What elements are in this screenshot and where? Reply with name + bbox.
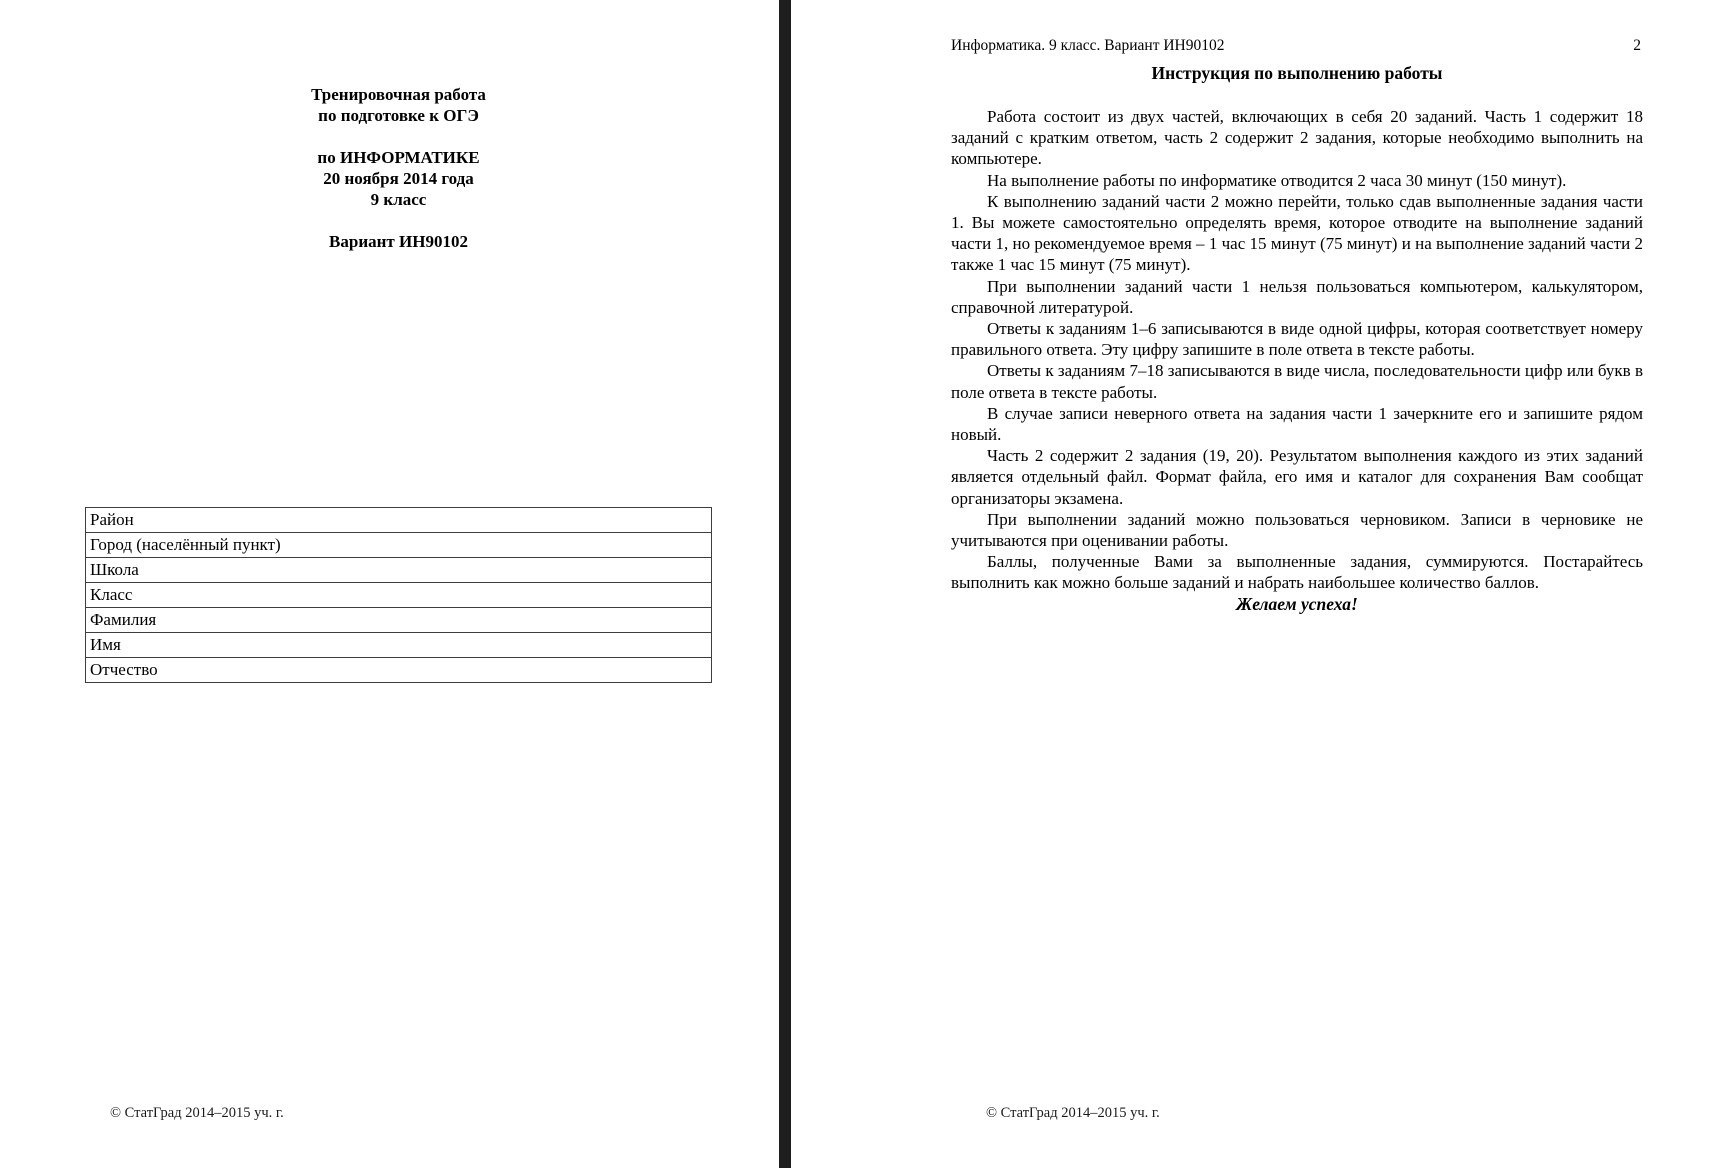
copyright-footer-left: © СтатГрад 2014–2015 уч. г. [110, 1105, 284, 1121]
instructions-heading: Инструкция по выполнению работы [1151, 63, 1443, 83]
instructions-paragraph: К выполнению заданий части 2 можно перейти, только сдав выполненные задания части 1. Вы можете самостоятельно определять время, которое отводите на выполнение заданий части 1, но рекомендуемое время – 1 час 15 минут (75 минут) и на выполнение заданий части 2 также 1 час 15 минут (75 минут). [951, 191, 1643, 275]
registration-row [86, 608, 712, 633]
registration-cell-school: Школа [86, 558, 712, 583]
instructions-paragraph: Баллы, полученные Вами за выполненные задания, суммируются. Постарайтесь выполнить как можно больше заданий и набрать наибольшее количество баллов. [951, 552, 1643, 593]
running-header-text: Информатика. 9 класс. Вариант ИН90102 [951, 37, 1225, 54]
registration-row [86, 533, 712, 558]
page-divider [779, 0, 791, 1168]
cover-subject-line: по ИНФОРМАТИКЕ [317, 148, 480, 167]
cover-variant-line: Вариант ИН90102 [329, 232, 468, 251]
registration-cell-patronymic: Отчество [86, 658, 712, 683]
registration-row [86, 658, 712, 683]
registration-table [85, 507, 712, 683]
registration-cell-surname: Фамилия [86, 608, 712, 633]
cover-title-line: Тренировочная работа [311, 85, 486, 104]
registration-cell-district: Район [86, 508, 712, 533]
instructions-paragraph: На выполнение работы по информатике отводится 2 часа 30 минут (150 минут). [987, 170, 1567, 190]
cover-title-block [85, 84, 712, 252]
instructions-paragraph: При выполнении заданий можно пользоваться черновиком. Записи в черновике не учитываются при оценивании работы. [951, 509, 1643, 551]
registration-row [86, 583, 712, 608]
page-left [0, 0, 779, 1168]
instructions-paragraph: При выполнении заданий части 1 нельзя пользоваться компьютером, калькулятором, справочной литературой. [951, 276, 1643, 317]
cover-grade-line: 9 класс [370, 190, 427, 209]
running-header [951, 36, 1643, 55]
page-number: 2 [1633, 37, 1641, 54]
registration-row [86, 508, 712, 533]
cover-title-line: по подготовке к ОГЭ [318, 106, 479, 125]
instructions-paragraph: Часть 2 содержит 2 задания (19, 20). Результатом выполнения каждого из этих заданий является отдельный файл. Формат файла, его имя и каталог для сохранения Вам сообщат организаторы экзамена. [951, 446, 1643, 508]
registration-cell-name: Имя [86, 633, 712, 658]
cover-date-line: 20 ноября 2014 года [323, 169, 474, 188]
copyright-footer-right: © СтатГрад 2014–2015 уч. г. [986, 1105, 1160, 1121]
registration-row [86, 633, 712, 658]
instructions-body [951, 106, 1643, 615]
instructions-paragraph: Ответы к заданиям 1–6 записываются в виде одной цифры, которая соответствует номеру правильного ответа. Эту цифру запишите в поле ответа в тексте работы. [951, 319, 1643, 360]
page-right [791, 0, 1718, 1168]
registration-row [86, 558, 712, 583]
closing-wish: Желаем успеха! [1236, 593, 1358, 614]
instructions-paragraph: В случае записи неверного ответа на задания части 1 зачеркните его и запишите рядом новый. [951, 403, 1643, 445]
instructions-paragraph: Работа состоит из двух частей, включающих в себя 20 заданий. Часть 1 содержит 18 заданий с кратким ответом, часть 2 содержит 2 задания, которые необходимо выполнить на компьютере. [951, 107, 1643, 169]
registration-cell-city: Город (населённый пункт) [86, 533, 712, 558]
registration-cell-class: Класс [86, 583, 712, 608]
instructions-paragraph: Ответы к заданиям 7–18 записываются в виде числа, последовательности цифр или букв в поле ответа в тексте работы. [951, 361, 1643, 402]
